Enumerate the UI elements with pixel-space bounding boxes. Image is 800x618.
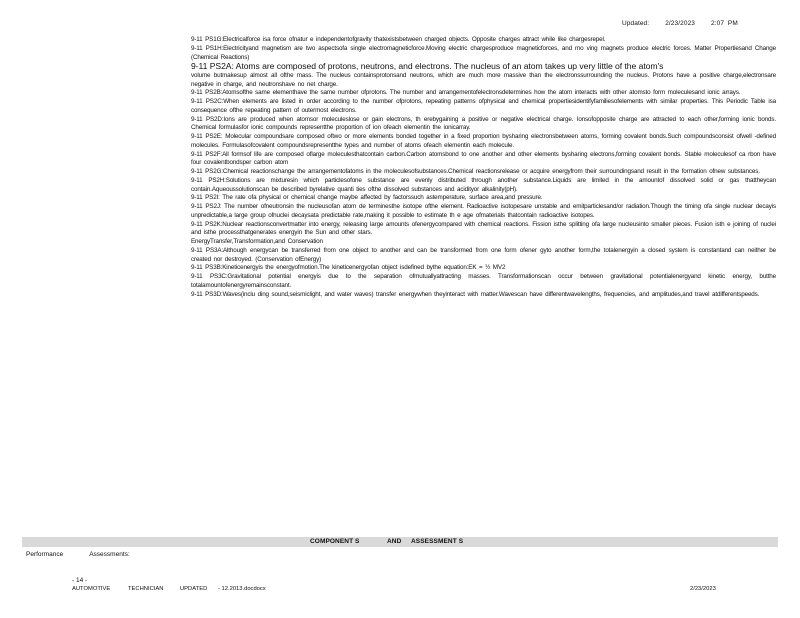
paragraph-ps2a-body: volume butmakesup almost all ofthe mass. The nucleus containsprotonsand neutrons, which are much more massive than the electronssurrounding the nucleus. Protons have a positive charge,electronsare negative in charge, and neutronshave no net charge. xyxy=(191,71,776,88)
paragraph-ps1h: 9-11 PS1H:Electricityand magnetism are two aspectsofa single electromagneticforce.Moving electric chargesproduce magneticforces, and mo ving magnets produce electric forces. Matter Propertiesand Change (Chemical Reactions) xyxy=(191,44,776,61)
performance-label: Performance xyxy=(26,551,64,558)
updated-stamp xyxy=(622,20,738,27)
paragraph-ps2b: 9-11 PS2B:Atomsofthe same elementhave the same number ofprotons. The number and arrangementofelectronsdetermines how the atom interacts with other atomsto form moleculesand ionic arrays. xyxy=(191,89,741,97)
footer-date: 2/23/2023 xyxy=(690,586,716,592)
performance-assessments-label xyxy=(26,551,130,558)
paragraph-ps2d: 9-11 PS2D:Ions are produced when atomsor moleculeslose or gain electrons, th erebygaining a positive or negative electrical charge. Ionsofopposite charge are attracted to each other,forming ionic bonds. Chemical formulasfor ionic compounds representthe proportion of ion ofeach elementin the ionicarray. xyxy=(191,115,776,132)
updated-label: Updated: xyxy=(622,20,650,27)
footer-file: - 12.2013.docdocx xyxy=(218,586,266,592)
assessments-colon-label: Assessments: xyxy=(89,551,130,558)
updated-date: 2/23/2023 xyxy=(665,20,696,27)
footer-program: AUTOMOTIVE xyxy=(72,586,111,592)
paragraph-ps2i: 9-11 PS2I: The rate ofa physical or chemical change maybe affected by factorssuch astemperature, surface area,and pressure. xyxy=(191,194,543,202)
paragraph-ps3c: 9-11 PS3C:Gravitational potential energyis due to the separation ofmutuallyattracting masses. Transformationscan occur between gravitational potentialenergyand kinetic energy, butthe totalamountofenergyremainsconstant. xyxy=(191,273,776,289)
paragraph-ps2k: 9-11 PS2K:Nuclear reactionsconvertmatter into energy, releasing large amounts ofenergycompared with chemical reactions. Fission isthe splitting ofa large nucleusinto smaller pieces. Fusion isth e joining of nuclei and isthe processthatgenerates energyin the Sun and other stars. xyxy=(191,220,776,237)
paragraph-ps2f: 9-11 PS2F:All formsof life are composed oflarge moleculesthatcontain carbon.Carbon atomsbond to one another and other elements bysharing electrons,forming covalent bonds. Stable moleculesof ca rbon have four covalentbondsper carbon atom xyxy=(191,150,776,167)
assessments-label: ASSESSMENT S xyxy=(411,538,464,545)
paragraph-ps3b: 9-11 PS3B:Kineticenergyis the energyofmotion.The kineticenergyofan object isdefined bythe equation:EK = ½ MV2 xyxy=(191,264,506,272)
paragraph-ps3a: 9-11 PS3A:Although energycan be transferred from one object to another and can be transformed from one form ofener gyto another form,the totalenergyin a closed system is constantand can neither be created nor destroyed. (Conservation ofEnergy) xyxy=(191,246,776,263)
paragraph-ps1g: 9-11 PS1G:Electricalforce isa force ofnatur e independentofgravity thatexistsbetween charged objects. Opposite charges attract while like chargesrepel. xyxy=(191,36,606,43)
standards-text xyxy=(191,36,776,299)
components-assessments-bar xyxy=(22,537,778,547)
section-heading-energy: EnergyTransfer,Transformation,and Conservation xyxy=(191,238,323,245)
page-number: - 14 - xyxy=(72,577,88,584)
paragraph-ps3d: 9-11 PS3D:Waves(inclu ding sound,seismiclight, and water waves) transfer energywhen theyinteract with matter.Wavescan have differentwavelengths, frequencies, and amplitudes,and travel atdifferentspeeds. xyxy=(191,290,760,298)
paragraph-ps2e: 9-11 PS2E: Molecular compoundsare composed oftwo or more elements bonded together in a fixed proportion bysharing electronsbetween atoms, forming covalent bonds.Such compoundsconsist ofwell -defined molecules. Formulasofcovalent compoundsrepresentthe types and number of atoms ofeach elementin each molecule. xyxy=(191,133,776,149)
paragraph-ps2h: 9-11 PS2H:Solutions are mixturesin which particlesofone substance are evenly distributed through another substance.Liquids are limited in the amountof dissolved solid or gas thattheycan contain.Aqueoussolutionscan be described byrelative quanti ties ofthe dissolved substances and acidityor alkalinity(pH). xyxy=(191,176,776,193)
components-label: COMPONENT S xyxy=(310,538,360,545)
paragraph-ps2c: 9-11 PS2C:When elements are listed in order according to the number ofprotons, repeating patterns ofphysical and chemical propertiesidentifyfamiliesofelements with similar properties. This Periodic Table isa consequence ofthe repeating pattern of outermost electrons. xyxy=(191,98,776,114)
and-label: AND xyxy=(387,538,402,545)
footer-role: TECHNICIAN xyxy=(128,586,164,592)
footer-updated: UPDATED xyxy=(180,586,208,592)
paragraph-ps2j: 9-11 PS2J: The number ofneutronsin the nucleusofan atom de terminesthe isotope ofthe element. Radioactive isotopesare unstable and emitparticlesand/or radiation.Though the timing ofa single nuclear decayis unpredictable,a large group ofnuclei decaysata predictable rate,making it possible to estimate th e age ofmaterials thatcontain radioactive isotopes. xyxy=(191,203,776,219)
updated-time: 2:07 PM xyxy=(711,20,738,27)
paragraph-ps2g: 9-11 PS2G:Chemical reactionschange the arrangementofatoms in the moleculesofsubstances.Chemical reactionsrelease or acquire energyfrom their surroundingsand result in the formation ofnew substances. xyxy=(191,168,760,175)
paragraph-ps2a-heading: 9-11 PS2A: Atoms are composed of protons, neutrons, and electrons. The nucleus of an atom takes up very little of the atom's xyxy=(191,62,664,72)
